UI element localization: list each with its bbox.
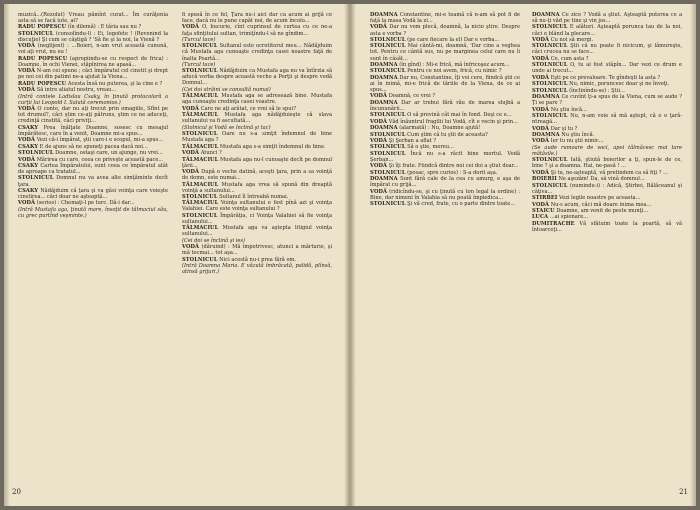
speaker-name: STOLNICUL xyxy=(182,256,218,263)
speaker-name: VODĂ xyxy=(532,55,550,62)
line-text: Doamne, ostaşi care, un ajunge, nu vrei... xyxy=(55,150,163,157)
line-text: (pe care fiecare la el) Dar e vorba... xyxy=(407,36,500,43)
speaker-name: STOLNICUL xyxy=(182,131,218,138)
line-text: Dar şi tu ? xyxy=(550,125,578,132)
book-gutter xyxy=(344,4,356,506)
line-text: După o veche datină, aceşti ţara, prin a sa voinţă de domn, este numai... xyxy=(182,169,333,182)
line-text: Pentru ce noi avem, frică, cu nimic ? xyxy=(407,68,502,75)
speaker-name: TĂLMACIUL xyxy=(182,156,219,163)
speaker-name: VODĂ xyxy=(182,24,200,31)
dialogue-line xyxy=(182,200,332,212)
line-text: Doamne, am venit de peste munţi... xyxy=(556,208,649,215)
line-text: (înclinîndu-se) : Ştii... xyxy=(569,87,625,94)
dialogue-line xyxy=(18,12,168,24)
dialogue-line xyxy=(370,144,520,150)
speaker-name: STOLNICUL xyxy=(182,68,218,75)
dialogue-line xyxy=(532,24,682,36)
dialogue-line xyxy=(182,106,332,112)
dialogue-line xyxy=(370,100,520,112)
line-text: Dar nu, Constantine, îţi voi cere, fiindcă ştii ce ai în inimă, mi-e frică de tăriile de la Viena, de ce ai spus... xyxy=(370,74,520,93)
speaker-name: STOLNICUL xyxy=(18,150,54,157)
speaker-name: RADU POPESCU xyxy=(18,24,67,31)
dialogue-line xyxy=(182,157,332,169)
line-text: E de ajuns să ne spuneţi pacea dacă noi... xyxy=(39,143,148,150)
speaker-name: DUMITRACHE xyxy=(532,220,575,227)
line-text: Mărirea cu care, ceea ce priveşte această pace... xyxy=(36,156,164,163)
dialogue-line xyxy=(370,12,520,24)
line-text: Mustafa aga nădăjduieşte că slava sultanului va fi ascultată... xyxy=(182,112,332,125)
speaker-name: CSAKY xyxy=(18,187,39,194)
dialogue-line xyxy=(532,214,682,220)
speaker-name: TĂLMACIUL xyxy=(182,200,219,207)
dialogue-line xyxy=(532,208,682,214)
dialogue-line xyxy=(18,68,168,80)
line-text: (neglijent) : ...Boieri, n-am vrut această cunună, voi aţi vrut, nu eu ! xyxy=(18,43,169,56)
speaker-name: STOLNICUL xyxy=(532,87,568,94)
dialogue-line xyxy=(18,188,168,200)
left-column-1 xyxy=(18,12,168,219)
line-text: Nici acestă nu-i prea fără om. xyxy=(219,256,296,263)
dialogue-line xyxy=(370,132,520,138)
line-text: (numindu-i) : Adică, Ştirbei, Bălăceanul şi câţiva... xyxy=(532,182,682,195)
speaker-name: VODĂ xyxy=(370,188,388,195)
dialogue-line xyxy=(182,12,332,24)
speaker-name: STOLNICUL xyxy=(532,62,568,69)
speaker-name: VODĂ xyxy=(18,87,36,94)
dialogue-line xyxy=(532,75,682,81)
line-text: Doamnă, ce vrei ? xyxy=(388,93,436,100)
line-text: (în dilemă) : E tăria sau nu ? xyxy=(67,24,142,31)
line-text: O conte, dar nu aţi trecut prin omagiile, Sfînt pe tot drumul?, căci ştim ce-aţi pătruns, ştim ce ne aduceţi, credinţă cinstită, căci priviţi... xyxy=(18,106,168,125)
line-text: Iată, ştiută boierilor a ţi, spun-le de ce, bine ? şi a doamna. Hai, ne-pasă ! ... xyxy=(532,157,682,170)
line-text: Nădăjduim ca Mustafa aga nu va întîrzia să aducă vorba despre această veche a Porţii şi despre vodă Domnul... xyxy=(182,68,333,87)
page-edge-shadow xyxy=(4,4,10,506)
speaker-name: DOAMNA xyxy=(370,176,398,183)
line-text: Mai cântă-mi, doamnă, 'Dar cine a veghea tot. Pentru ce cântă sus, nu pe marginea celui care nu îi sunt în căsăt... xyxy=(370,43,520,62)
dialogue-line xyxy=(18,200,168,206)
speaker-name: VODĂ xyxy=(532,201,550,208)
line-text: Cu noi să mergi. xyxy=(550,36,594,43)
dialogue-line xyxy=(18,56,168,68)
dialogue-line xyxy=(370,201,520,207)
dialogue-line xyxy=(532,113,682,125)
dialogue-line xyxy=(18,175,168,187)
line-text: Sunt fără cale de la cea cu amurg, e aşa de împărat cu grijă... xyxy=(370,176,520,189)
line-text: Atunci ? xyxy=(200,150,222,157)
dialogue-line xyxy=(18,81,168,87)
speaker-name: STAICU xyxy=(532,208,555,215)
speaker-name: STOLNICUL xyxy=(532,81,568,88)
dialogue-line xyxy=(532,221,682,233)
line-text: Şi vă cred, frate, cu o parte dintre toate... xyxy=(407,201,516,208)
speaker-name: LUCA xyxy=(532,214,549,221)
stage-direction-text: (Intră Mustafa aga, ţinută mare, însoţit de tălmaciul său, cu grec purtînd veşminte.) xyxy=(18,206,168,219)
speaker-name: DOAMNA xyxy=(370,125,398,132)
dialogue-line xyxy=(182,144,332,150)
dialogue-line xyxy=(370,125,520,131)
dialogue-line xyxy=(532,81,682,87)
speaker-name: DOAMNA xyxy=(370,99,398,106)
speaker-name: VODĂ xyxy=(18,200,36,207)
line-text: Vă sfătuim toate la poartă, să vă întoarceţi... xyxy=(532,220,683,233)
speaker-name: VODĂ xyxy=(532,74,550,81)
dialogue-line xyxy=(370,151,520,163)
speaker-name: VODĂ xyxy=(18,43,36,50)
dialogue-line xyxy=(532,202,682,208)
speaker-name: STOLNICUL xyxy=(182,43,218,50)
line-text: Nu ştiu încă. xyxy=(561,131,595,138)
dialogue-line xyxy=(182,68,332,86)
speaker-name: CSAKY xyxy=(18,143,39,150)
dialogue-line xyxy=(532,107,682,113)
left-column-2 xyxy=(182,12,332,276)
dialogue-line xyxy=(532,183,682,195)
line-text: Şi îţi frate. Fiindcă dintre noi cei doi a ştiut doar... xyxy=(388,163,519,170)
speaker-name: STOLNICUL xyxy=(18,30,54,37)
line-text: Şi Şerban a aflat ? xyxy=(388,138,437,145)
line-text: (în gînd) : Mi-e frică, mă înfricoşez acum... xyxy=(399,61,510,68)
dialogue-line xyxy=(532,43,682,55)
speaker-name: VODĂ xyxy=(370,118,388,125)
dialogue-line xyxy=(370,189,520,201)
dialogue-line xyxy=(370,24,520,36)
line-text: Ştii că nu poate fi nicicum, şi lămureşte, căci crucea nu se face... xyxy=(532,43,682,56)
dialogue-line xyxy=(182,43,332,61)
speaker-name: TĂLMACIUL xyxy=(182,112,219,119)
dialogue-line xyxy=(18,24,168,30)
speaker-name: VODĂ xyxy=(532,36,550,43)
stage-direction-text: (Se aude rumoare de voci, apoi tălmăcesc mai tare mătăsile.) xyxy=(532,144,682,157)
line-text: Dar ar trebui fără rău de marea slujbă a încununării... xyxy=(370,99,520,112)
speaker-name: VODĂ xyxy=(18,68,36,75)
line-text: Ce, cum asta ? xyxy=(550,55,589,62)
dialogue-line xyxy=(182,112,332,124)
dialogue-line xyxy=(18,87,168,93)
speaker-name: STOLNICUL xyxy=(370,43,406,50)
speaker-name: STOLNICUL xyxy=(370,36,406,43)
speaker-name: VODĂ xyxy=(18,156,36,163)
line-text: Nădăjduim că ţara şi va găsi voinţa care voieşte cinstirea... căci doar ne aşteaptă... xyxy=(18,187,168,200)
speaker-name: VODĂ xyxy=(18,137,36,144)
line-text: Mustafa aga vrea să spună din dreaptă voinţă a sultanului... xyxy=(182,181,332,194)
stage-direction xyxy=(532,145,682,157)
speaker-name: VODĂ xyxy=(182,169,200,176)
line-text: Nu, nimic, poruncesc doar şi ne înveţi. xyxy=(569,81,670,88)
line-text: (serios) : Chemaţi-l pe turc. Dă-i dar... xyxy=(36,200,135,207)
dialogue-line xyxy=(18,137,168,143)
dialogue-line xyxy=(532,176,682,182)
speaker-name: VODĂ xyxy=(182,244,200,251)
speaker-name: VODĂ xyxy=(532,138,550,145)
speaker-name: TĂLMACIUL xyxy=(182,143,219,150)
speaker-name: STOLNICUL xyxy=(370,201,406,208)
right-column-1 xyxy=(370,12,520,208)
speaker-name: CSAKY xyxy=(18,162,39,169)
line-text: Mustafa aga nu-l cunoaşte decît pe domnul ţării... xyxy=(182,156,333,169)
speaker-name: TĂLMACIUL xyxy=(182,181,219,188)
line-text: (dăruind) : Mă împotrivesc, atunci a mărturie, şi mă tocmai... tot aşa... xyxy=(182,244,332,257)
dialogue-line xyxy=(18,106,168,124)
dialogue-line xyxy=(18,31,168,43)
line-text: Ne aşezăm! Da, să vină domnul... xyxy=(558,176,645,183)
line-text: N-am cei spune ; căci împăratul cel cinstit şi drept pe noi cei din patimi ne-a ajutat la Viena... xyxy=(18,68,168,81)
speaker-name: TĂLMACIUL xyxy=(182,225,219,232)
speaker-name: STOLNICUL xyxy=(18,175,54,182)
dialogue-line xyxy=(370,75,520,93)
line-text: Ier tu nu ştii nimic... xyxy=(550,138,604,145)
dialogue-line xyxy=(18,43,168,55)
speaker-name: STOLNICUL xyxy=(532,182,568,189)
dialogue-line xyxy=(370,68,520,74)
line-text: Încă nu s-a răcit bine mortul. Vodă Şerban... xyxy=(370,150,521,163)
dialogue-line xyxy=(182,225,332,237)
dialogue-line xyxy=(182,169,332,181)
line-text: Acesta însă nu puterea, şi la cine e ? xyxy=(67,80,163,87)
speaker-name: STIRBEI xyxy=(532,195,558,202)
left-page xyxy=(4,4,348,506)
line-text: Sultanul îl întreabă numai. xyxy=(219,194,289,200)
line-text: Mustafa aga s-a simţit îndemnul de bine. xyxy=(219,143,326,150)
dialogue-line xyxy=(18,125,168,137)
speaker-name: CSAKY xyxy=(18,124,39,131)
speaker-name: STOLNICUL xyxy=(370,150,406,157)
line-text: (consolîndu-l) : Ei, logofete ! (Revenind la discuţie) Şi cum se câştigă ? 'Să fie şi la noi, la Vienă ? xyxy=(18,30,169,43)
dialogue-line xyxy=(370,176,520,188)
line-text: muzică...(Rezolut) Vreau pămînt curat... Îm curăţenia asta să se facă iute, ai? xyxy=(18,12,168,25)
line-text: ...ai spionare... xyxy=(549,214,589,221)
stage-direction-text: (Cei doi străini se consultă numai) xyxy=(182,86,271,93)
line-text: O, tu ai fost stăpîn... Dar vezi ce drum e unde ai trecut... xyxy=(532,62,682,75)
speaker-name: DOAMNA xyxy=(532,131,560,138)
dialogue-line xyxy=(370,112,520,118)
line-text: Care ne aţi arătat, ce vrei să le spui? xyxy=(200,105,296,112)
dialogue-line xyxy=(182,93,332,105)
speaker-name: VODĂ xyxy=(370,138,388,145)
stage-direction-text: (Turcul tace) xyxy=(182,61,216,68)
dialogue-line xyxy=(532,62,682,74)
speaker-name: DOAMNA xyxy=(370,74,398,81)
line-text: Nu, n-am voie să mă aştept, că e o ţară-ntreagă... xyxy=(532,113,683,126)
speaker-name: STOLNICUL xyxy=(182,212,218,219)
speaker-name: RADU POPESCU xyxy=(18,55,68,62)
speaker-name: STOLNICUL xyxy=(182,194,218,200)
dialogue-line xyxy=(18,144,168,150)
speaker-name: STOLNICUL xyxy=(370,68,406,75)
speaker-name: BOIERII xyxy=(532,176,557,183)
dialogue-line xyxy=(370,43,520,61)
line-text: Să o ştie, mereu... xyxy=(407,144,454,151)
speaker-name: VODĂ xyxy=(18,106,36,113)
line-text: O să prevină cât mai în fond. Deşi ce e... xyxy=(407,112,512,119)
stage-direction xyxy=(18,207,168,219)
dialogue-line xyxy=(532,126,682,132)
right-column-2 xyxy=(532,12,682,233)
stage-direction-text: (Intră Doamna Maria. E văzută îmbrăcată, palidă, plînsă, atinsă grijuri.) xyxy=(182,263,332,276)
dialogue-line xyxy=(182,182,332,194)
speaker-name: DOAMNA xyxy=(370,61,398,68)
dialogue-line xyxy=(18,163,168,175)
speaker-name: VODĂ xyxy=(532,106,550,113)
page-edge-shadow xyxy=(690,4,696,506)
stage-direction-text: (Stolnicul şi Vodă se înclină şi tac) xyxy=(182,124,271,131)
stage-direction-text: (Intră contele Ladislau Csaky, în ţinută protocolară a curţii lui Leopold I. Salută ceremonios.) xyxy=(18,93,168,106)
speaker-name: RADU POPESCU xyxy=(18,80,67,87)
line-text: Ce zice ? Vodă a ştiut. Aşteaptă puterea ce a să nu-ţi văd pe tine şi vin jos... xyxy=(532,12,682,25)
line-text: Nu-s acum, căci mă doare inima mea... xyxy=(550,201,652,208)
dialogue-line xyxy=(532,138,682,144)
dialogue-line xyxy=(18,150,168,156)
dialogue-line xyxy=(182,257,332,263)
dialogue-line xyxy=(532,88,682,94)
stage-direction xyxy=(182,125,332,131)
speaker-name: DOAMNA xyxy=(532,12,560,18)
line-text: Domnul nu va avea alte simţăminte decît ţara. xyxy=(18,175,168,188)
line-text: Cum ştim că tu ştii de aceasta? xyxy=(407,131,488,138)
speaker-name: TĂLMACIUL xyxy=(182,93,219,100)
line-text: Văd înăuntrul fragilii lui Vodă, cît e vecin şi prin... xyxy=(388,118,518,125)
dialogue-line xyxy=(370,119,520,125)
line-text: Să intre aliatul nostru, vreau... xyxy=(36,87,117,94)
line-text: Şi tu, ne-aşteaptă, vă pretindem ca să fiţi ? ... xyxy=(550,169,668,176)
open-book xyxy=(4,4,696,506)
line-text: Vezi legile noastre pe aceasta... xyxy=(558,195,641,202)
dialogue-line xyxy=(182,150,332,156)
speaker-name: VODĂ xyxy=(370,24,388,31)
stage-direction-text: (Cei doi se înclină şi ies) xyxy=(182,237,246,244)
stage-direction-text: (Turcul tace) xyxy=(182,36,216,43)
speaker-name: VODĂ xyxy=(532,125,550,132)
speaker-name: DOAMNA xyxy=(370,12,398,18)
speaker-name: VODĂ xyxy=(182,105,200,112)
speaker-name: DOAMNA xyxy=(532,94,560,101)
dialogue-line xyxy=(532,195,682,201)
line-text: Oare nu s-a simţit îndemnul de bine Mustafa aga ? xyxy=(182,131,332,144)
line-text: Constantine, mi-e teamă că n-am să pot fi de faţă la masa Vodă la zi... xyxy=(370,12,520,25)
line-text: Mustafa aga va aştepta litigiul voinţa sultanului... xyxy=(182,225,332,238)
right-page-number: 21 xyxy=(679,488,688,496)
speaker-name: STOLNICUL xyxy=(370,169,406,176)
line-text: fi spusă în ce fel, Ţara nu-i aici dar ca acum ai grijă ce face, dacă nu le pune capăt noi, de acum încolo... xyxy=(182,12,332,25)
dialogue-line xyxy=(532,94,682,106)
speaker-name: VODĂ xyxy=(532,169,550,176)
right-page xyxy=(352,4,696,506)
line-text: (apropiindu-se cu respect de frica) : Doamne, în ochi Vienei, stăpînirea ne apasă... xyxy=(18,55,168,68)
line-text: Sultanul este ocrotitorul meu... Nădăjduim că Mustafa aga cunoaşte credinţa casei noastre faţă de înalta Poartă... xyxy=(182,43,332,62)
line-text: (alarmată) : Nu, Doamne ajută! xyxy=(399,125,481,132)
line-text: Eşti pe ce prevaloare. Te gîndeşti la asta ? xyxy=(550,74,661,81)
line-text: Mustafa aga se adresează bine. Mustafa aga cunoaşte credinţa casei voastre. xyxy=(182,93,332,106)
speaker-name: VODĂ xyxy=(370,93,388,100)
dialogue-line xyxy=(532,157,682,169)
line-text: Împărăţia, ci Voinţa Valahiei să fie voinţa sultanului... xyxy=(182,212,332,225)
line-text: Nu ştiu încă... xyxy=(550,106,587,113)
speaker-name: STOLNICUL xyxy=(532,43,568,50)
dialogue-line xyxy=(532,12,682,24)
line-text: E alături. Aşteaptă porunca tau de la noi, căci e blând la plecare... xyxy=(532,24,682,37)
speaker-name: VODĂ xyxy=(370,163,388,170)
line-text: (posac, spre curios) : S-a dorit aşa. xyxy=(407,169,498,176)
speaker-name: VODĂ xyxy=(182,150,200,157)
dialogue-line xyxy=(370,163,520,169)
dialogue-line xyxy=(182,131,332,143)
speaker-name: STOLNICUL xyxy=(532,157,568,164)
line-text: O, bucurie, cînt cuprinsul de curtea cu ce ne-a faţa sfinţitului sultan, trimiţîndu-l să ne gîndim... xyxy=(182,24,332,37)
stage-direction xyxy=(18,94,168,106)
line-text: Prea înălţate Doamne, sosesc cu mesajul împărătesc, care în a venit, Doamne mi-a spus... xyxy=(18,124,168,137)
dialogue-line xyxy=(532,170,682,176)
line-text: (ridicîndu-se, şi cu ţinută cu ton legal la ordine) : Bine, dar nimeni în Valahia să nu poată împiedica... xyxy=(370,188,520,201)
dialogue-line xyxy=(18,157,168,163)
line-text: Ce cuvînt ţi-a spus de la Viena, cum se aude ? Ţi se pare ? xyxy=(532,94,682,107)
dialogue-line xyxy=(182,213,332,225)
line-text: Cartea Împăratului, sunt ceea ce împăratul atât de aproape ca tratatul... xyxy=(18,162,168,176)
left-page-number: 20 xyxy=(12,488,21,496)
dialogue-line xyxy=(370,170,520,176)
speaker-name: STOLNICUL xyxy=(370,144,406,151)
speaker-name: STOLNICUL xyxy=(370,112,406,119)
dialogue-line xyxy=(182,24,332,36)
stage-direction xyxy=(182,263,332,275)
dialogue-line xyxy=(370,93,520,99)
speaker-name: STOLNICUL xyxy=(370,131,406,138)
line-text: Dar nu vom plecă, doamnă, la nicio ştire. Despre asta e vorba ? xyxy=(370,24,521,37)
line-text: Vezi că-i împărat, ştii care-i e scopul, mi-a spus... xyxy=(36,137,164,144)
dialogue-line xyxy=(182,244,332,256)
speaker-name: STOLNICUL xyxy=(532,24,568,31)
line-text: Voinţa sultanului e fost pînă azi şi voinţa Valahiei. Care este voinţa sultanului ? xyxy=(182,200,332,213)
speaker-name: STOLNICUL xyxy=(532,113,568,120)
